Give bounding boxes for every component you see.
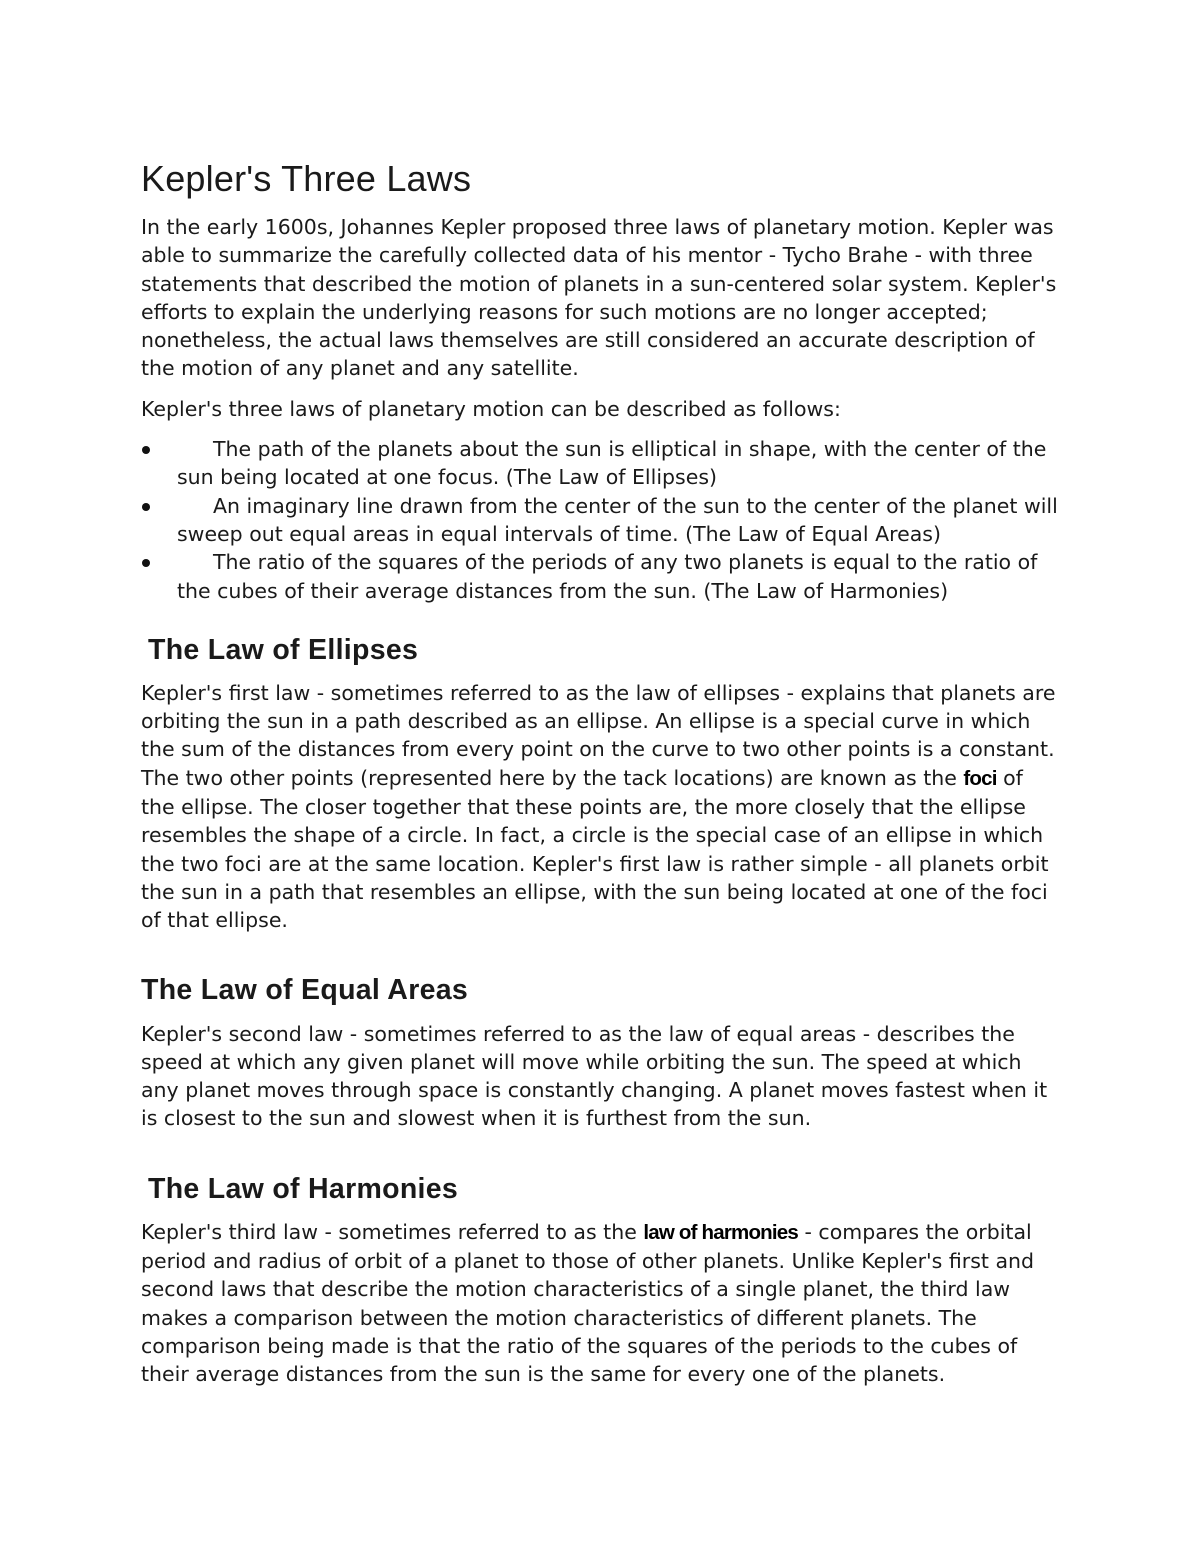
harmonies-heading: The Law of Harmonies (148, 1172, 459, 1205)
equal-areas-heading: The Law of Equal Areas (141, 973, 469, 1006)
ellipses-heading: The Law of Ellipses (148, 633, 419, 666)
document-title: Kepler's Three Laws (141, 158, 472, 199)
ellipses-text-end: of the ellipse. The closer together that these points are, the more closely that the ellipse resembles the shape of a circle. In fact, a circle is the special case of an ellipse in which the two foci are at the same location. Kepler's first law is rather simple - all planets orbit the sun in a path that resembles an ellipse, with the sun being located at one of the foci of that ellipse. (141, 765, 1049, 933)
harmonies-text-start: Kepler's third law - sometimes referred to as the (141, 1219, 644, 1244)
intro-paragraph: In the early 1600s, Johannes Kepler proposed three laws of planetary motion. Kepler was able to summarize the carefully collected data of his mentor - Tycho Brahe - with three statements that described the motion of planets in a sun-centered solar system. Kepler's efforts to explain the underlying reasons for such motions are no longer accepted; nonetheless, the actual laws themselves are still considered an accurate description of the motion of any planet and any satellite. (141, 215, 1057, 381)
equal-areas-paragraph: Kepler's second law - sometimes referred to as the law of equal areas - describes the speed at which any given planet will move while orbiting the sun. The speed at which any planet moves through space is constantly changing. A planet moves fastest when it is closest to the sun and slowest when it is furthest from the sun. (141, 1021, 1048, 1131)
document-body (141, 157, 1061, 1389)
list-item (141, 492, 1061, 549)
laws-lead-in: Kepler's three laws of planetary motion can be described as follows: (141, 396, 841, 421)
bullet-icon (142, 446, 150, 454)
law-harmonies-summary: The ratio of the squares of the periods of any two planets is equal to the ratio of the cubes of their average distances from the sun. (The Law of Harmonies) (177, 550, 1038, 603)
law-equal-areas-summary: An imaginary line drawn from the center of the sun to the center of the planet will sweep out equal areas in equal intervals of time. (The Law of Equal Areas) (177, 493, 1058, 546)
ellipses-paragraph (141, 679, 1061, 935)
law-ellipses-summary: The path of the planets about the sun is elliptical in shape, with the center of the sun being located at one focus. (The Law of Ellipses) (177, 437, 1047, 490)
bullet-icon (142, 559, 150, 567)
laws-list (141, 435, 1061, 605)
bullet-icon (142, 503, 150, 511)
harmonies-text-end: - compares the orbital period and radius of orbit of a planet to those of other planets. Unlike Kepler's first and second laws that describe the motion characteristics of a single planet, the third law makes a comparison between the motion characteristics of different planets. The comparison being made is that the ratio of the squares of the periods to the cubes of their average distances from the sun is the same for every one of the planets. (141, 1219, 1035, 1387)
harmonies-paragraph (141, 1218, 1061, 1389)
list-item (141, 548, 1061, 605)
foci-term: foci (963, 766, 997, 790)
list-item (141, 435, 1061, 492)
ellipses-text-start: Kepler's first law - sometimes referred to as the law of ellipses - explains that planets are orbiting the sun in a path described as an ellipse. An ellipse is a special curve in which the sum of the distances from every point on the curve to two other points is a constant. The two other points (represented here by the tack locations) are known as the (141, 680, 1056, 790)
law-of-harmonies-term: law of harmonies (643, 1220, 798, 1244)
